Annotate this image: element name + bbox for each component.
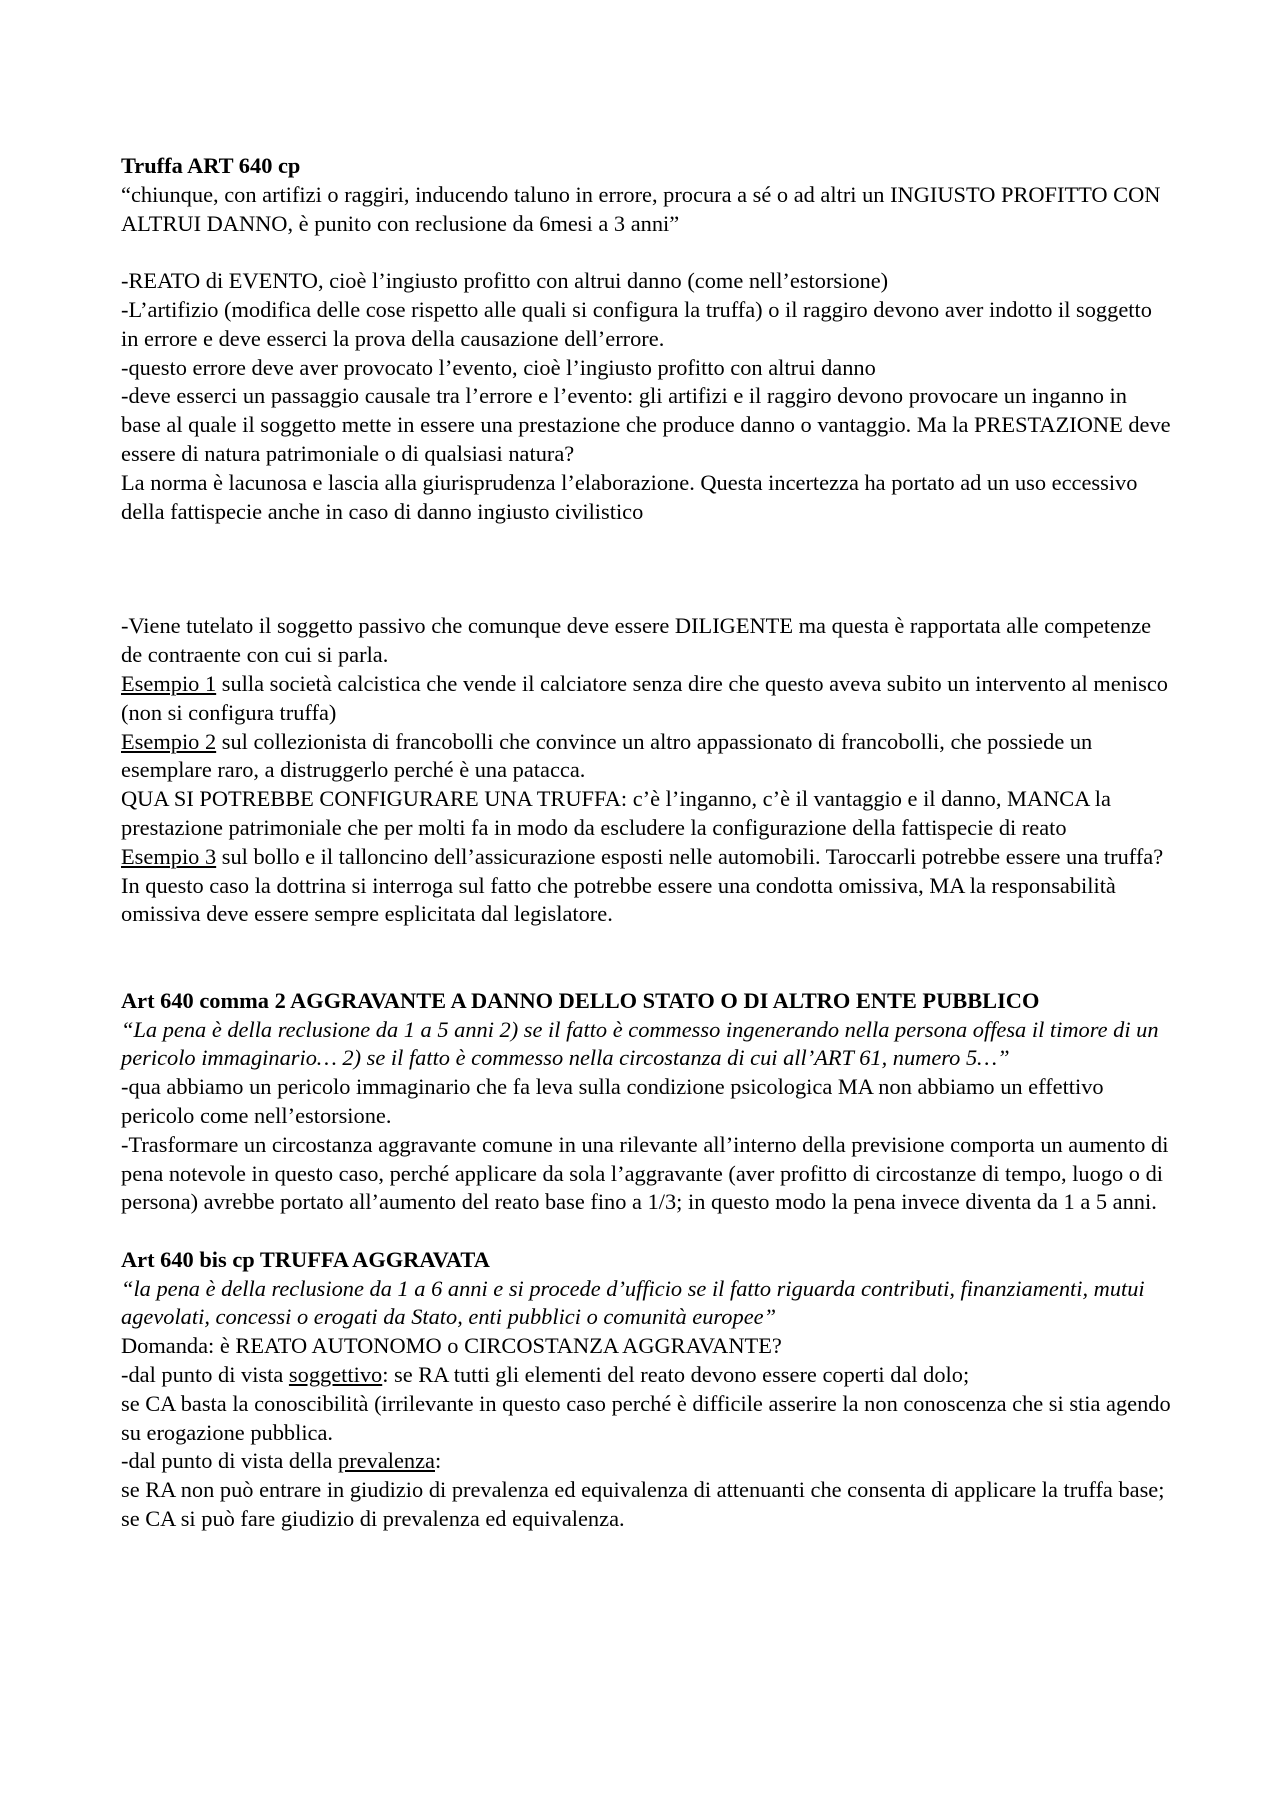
paragraph: -deve esserci un passaggio causale tra l’errore e l’evento: gli artifizi e il raggiro devono provocare un inganno in base al quale il soggetto mette in essere una prestazione che produce danno o vantaggio. Ma la PRESTAZIONE deve essere di natura patrimoniale o di qualsiasi natura? <box>121 383 1171 466</box>
paragraph: -Viene tutelato il soggetto passivo che comunque deve essere DILIGENTE ma questa è rapportata alle competenze de contraente con cui si parla. <box>121 613 1152 668</box>
text-run: -dal punto di vista <box>121 1362 289 1388</box>
paragraph: -REATO di EVENTO, cioè l’ingiusto profitto con altrui danno (come nell’estorsione) <box>121 268 889 294</box>
text-run: : <box>435 1448 442 1474</box>
paragraph <box>121 1361 1171 1390</box>
text-run: : se RA tutti gli elementi del reato devono essere coperti dal dolo; <box>382 1362 970 1388</box>
paragraph: se CA basta la conoscibilità (irrilevante in questo caso perché è difficile asserire la non conoscenza che si stia agendo su erogazione pubblica. <box>121 1390 1171 1445</box>
example-1 <box>121 670 1171 728</box>
paragraph: -L’artifizio (modifica delle cose rispetto alle quali si configura la truffa) o il raggiro devono aver indotto il soggetto in errore e deve esserci la prova della causazione dell’errore. <box>121 296 1152 351</box>
paragraph: QUA SI POTREBBE CONFIGURARE UNA TRUFFA: c’è l’inganno, c’è il vantaggio e il danno, MANCA la prestazione patrimoniale che per molti fa in modo da escludere la configurazione della fattispecie di reato <box>121 786 1111 840</box>
underlined-term: prevalenza <box>338 1448 435 1474</box>
example-3-text: sul bollo e il talloncino dell’assicurazione esposti nelle automobili. Taroccarli potrebbe essere una truffa? In questo caso la dottrina si interroga sul fatto che potrebbe essere una condotta omissiva, MA la responsabilità omissiva deve essere sempre esplicitata dal legislatore. <box>121 843 1164 927</box>
paragraph: se RA non può entrare in giudizio di prevalenza ed equivalenza di attenuanti che consenta di applicare la truffa base; <box>121 1477 1165 1503</box>
paragraph: -Trasformare un circostanza aggravante comune in una rilevante all’interno della previsione comporta un aumento di pena notevole in questo caso, perché applicare da sola l’aggravante (aver profitto di circostanze di tempo, luogo o di persona) avrebbe portato all’aumento del reato base fino a 1/3; in questo modo la pena invece diventa da 1 a 5 anni. <box>121 1131 1169 1215</box>
example-1-text: sulla società calcistica che vende il calciatore senza dire che questo aveva subito un intervento al menisco (non si configura truffa) <box>121 670 1168 725</box>
document-body <box>121 152 1171 1534</box>
section-1-quote: “chiunque, con artifizi o raggiri, inducendo taluno in errore, procura a sé o ad altri un INGIUSTO PROFITTO CON ALTRUI DANNO, è punito con reclusione da 6mesi a 3 anni” <box>121 181 1161 236</box>
example-1-label: Esempio 1 <box>121 670 217 696</box>
section-2-quote: “La pena è della reclusione da 1 a 5 anni 2) se il fatto è commesso ingenerando nella persona offesa il timore di un pericolo immaginario… 2) se il fatto è commesso nella circostanza di cui all’ART 61, numero 5…” <box>121 1016 1159 1071</box>
text-run: -dal punto di vista della <box>121 1448 339 1474</box>
paragraph: -qua abbiamo un pericolo immaginario che fa leva sulla condizione psicologica MA non abbiamo un effettivo pericolo come nell’estorsione. <box>121 1074 1104 1128</box>
section-3-heading: Art 640 bis cp TRUFFA AGGRAVATA <box>121 1246 490 1272</box>
example-2 <box>121 728 1171 786</box>
paragraph: La norma è lacunosa e lascia alla giurisprudenza l’elaborazione. Questa incertezza ha portato ad un uso eccessivo della fattispecie anche in caso di danno ingiusto civilistico <box>121 469 1138 524</box>
example-2-label: Esempio 2 <box>121 728 217 754</box>
example-3-label: Esempio 3 <box>121 843 217 869</box>
example-2-text: sul collezionista di francobolli che convince un altro appassionato di francobolli, che possiede un esemplare raro, a distruggerlo perché è una patacca. <box>121 728 1093 783</box>
question: Domanda: è REATO AUTONOMO o CIRCOSTANZA AGGRAVANTE? <box>121 1333 782 1359</box>
paragraph: -questo errore deve aver provocato l’evento, cioè l’ingiusto profitto con altrui danno <box>121 354 876 380</box>
section-1-heading: Truffa ART 640 cp <box>121 153 301 178</box>
underlined-term: soggettivo <box>288 1362 383 1388</box>
section-3-quote: “la pena è della reclusione da 1 a 6 anni e si procede d’ufficio se il fatto riguarda contributi, finanziamenti, mutui agevolati, concessi o erogati da Stato, enti pubblici o comunità europee” <box>121 1275 1145 1330</box>
paragraph <box>121 1447 1171 1476</box>
paragraph: se CA si può fare giudizio di prevalenza ed equivalenza. <box>121 1506 625 1532</box>
section-2-heading: Art 640 comma 2 AGGRAVANTE A DANNO DELLO STATO O DI ALTRO ENTE PUBBLICO <box>121 987 1040 1013</box>
example-3 <box>121 843 1171 929</box>
